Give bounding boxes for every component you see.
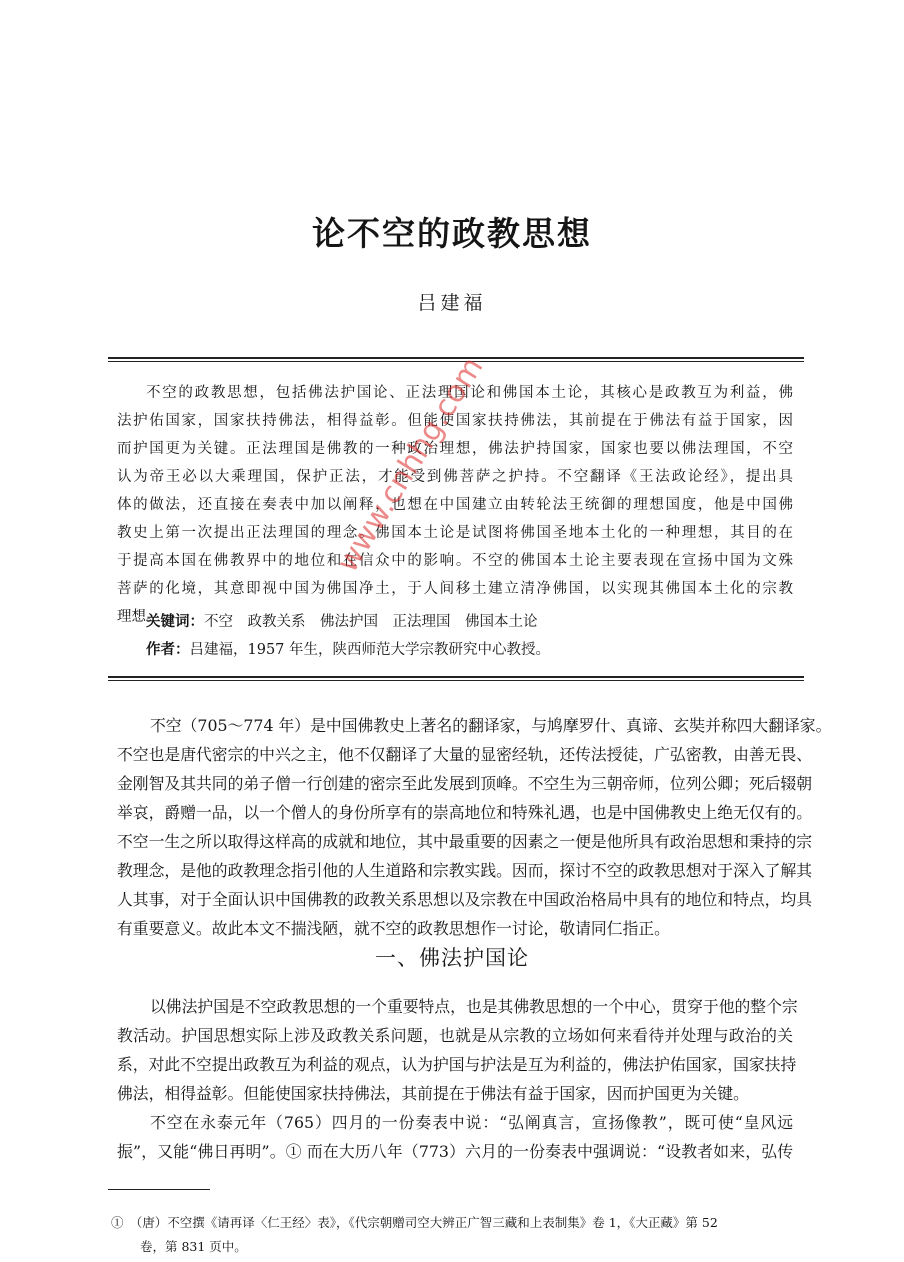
- body-line: 不空一生之所以取得这样高的成就和地位，其中最重要的因素之一便是他所具有政治思想和秉持的宗: [117, 832, 813, 851]
- author-info: [146, 638, 550, 659]
- abstract-line: 于提高本国在佛教界中的地位和在信众中的影响。不空的佛国本土论主要表现在宣扬中国为文殊: [117, 553, 793, 569]
- author-info-value: 吕建福，1957 年生，陕西师范大学宗教研究中心教授。: [189, 642, 551, 658]
- abstract-line: 菩萨的化境，其意即视中国为佛国净土，于人间移土建立清净佛国，以实现其佛国本土化的宗教: [117, 581, 793, 597]
- watermark: www.cnhhg.com: [330, 350, 491, 579]
- abstract-line: 法护佑国家，国家扶持佛法，相得益彰。但能使国家扶持佛法，其前提在于佛法有益于国家，因: [117, 413, 793, 429]
- body-line: 金刚智及其共同的弟子僧一行创建的密宗至此发展到顶峰。不空生为三朝帝师，位列公卿；死后辍朝: [117, 774, 813, 793]
- keywords-value: 不空 政教关系 佛法护国 正法理国 佛国本土论: [204, 614, 538, 630]
- body-line: 教理念，是他的政教理念指引他的人生道路和宗教实践。因而，探讨不空的政教思想对于深入了解其: [117, 861, 813, 880]
- keywords-label: 关键词：: [146, 614, 204, 630]
- body-line: 不空（705～774 年）是中国佛教史上著名的翻译家，与鸠摩罗什、真谛、玄奘并称四大翻译家。: [150, 716, 832, 735]
- body-line: 振”，又能“佛日再明”。① 而在大历八年（773）六月的一份奏表中强调说：“设教者如来，弘传: [117, 1142, 793, 1161]
- body-line: 人其事，对于全面认识中国佛教的政教关系思想以及宗教在中国政治格局中具有的地位和特点，均具: [117, 890, 813, 909]
- keywords: [146, 610, 538, 631]
- abstract-line: 不空的政教思想，包括佛法护国论、正法理国论和佛国本土论，其核心是政教互为利益，佛: [146, 385, 793, 401]
- abstract-line: 而护国更为关键。正法理国是佛教的一种政治理想，佛法护持国家，国家也要以佛法理国，不空: [117, 441, 793, 457]
- body-line: 佛法，相得益彰。但能使国家扶持佛法，其前提在于佛法有益于国家，因而护国更为关键。: [117, 1084, 749, 1103]
- footnote-rule: [108, 1189, 210, 1190]
- abstract-line: 教史上第一次提出正法理国的理念。佛国本土论是试图将佛国圣地本土化的一种理想，其目的在: [117, 525, 793, 541]
- body-line: 举哀，爵赠一品，以一个僧人的身份所享有的崇高地位和特殊礼遇，也是中国佛教史上绝无仅有的。: [117, 803, 813, 822]
- body-line: 系，对此不空提出政教互为利益的观点，认为护国与护法是互为利益的，佛法护佑国家，国家扶持: [117, 1055, 797, 1074]
- abstract-bottom-rule: [108, 676, 804, 681]
- author-info-label: 作者：: [146, 642, 190, 658]
- body-line: 不空也是唐代密宗的中兴之主，他不仅翻译了大量的显密经轨，还传法授徒，广弘密教，由善无畏、: [117, 745, 813, 764]
- article-author: 吕建福: [417, 292, 487, 314]
- abstract-line: 认为帝王必以大乘理国，保护正法，才能受到佛菩萨之护持。不空翻译《王法政论经》，提出具: [117, 469, 793, 485]
- body-line: 以佛法护国是不空政教思想的一个重要特点，也是其佛教思想的一个中心，贯穿于他的整个宗: [150, 997, 798, 1016]
- body-line: 有重要意义。故此本文不揣浅陋，就不空的政教思想作一讨论，敬请同仁指正。: [117, 919, 670, 938]
- abstract-line: 体的做法，还直接在奏表中加以阐释，也想在中国建立由转轮法王统御的理想国度，他是中国佛: [117, 497, 793, 513]
- section-heading: 一、佛法护国论: [375, 946, 529, 970]
- footnote-line: 卷，第 831 页中。: [140, 1239, 247, 1254]
- abstract-line: 理想。: [117, 609, 161, 625]
- footnote-line: ① （唐）不空撰《请再译〈仁王经〉表》，《代宗朝赠司空大辨正广智三藏和上表制集》卷 1，《大正藏》第 52: [111, 1215, 718, 1230]
- article-title: 论不空的政教思想: [312, 214, 592, 253]
- body-line: 不空在永泰元年（765）四月的一份奏表中说：“弘阐真言，宣扬像教”，既可使“皇风远: [150, 1113, 793, 1132]
- body-line: 教活动。护国思想实际上涉及政教关系问题，也就是从宗教的立场如何来看待并处理与政治的关: [117, 1026, 793, 1045]
